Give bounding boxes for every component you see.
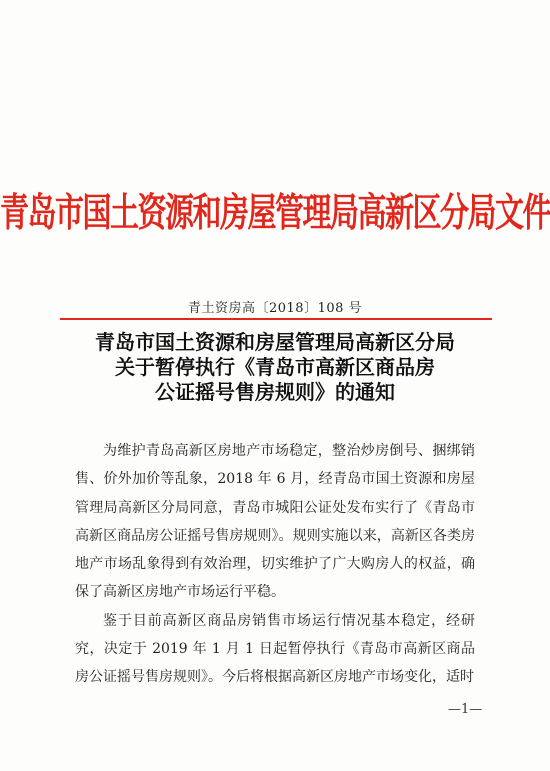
notice-body	[75, 437, 475, 692]
body-paragraph-1: 为维护青岛高新区房地产市场稳定，整治炒房倒号、捆绑销售、价外加价等乱象，2018 年 6 月，经青岛市国土资源和房屋管理局高新区分局同意，青岛市城阳公证处发布实行了《青岛市高新区商品房公证摇号售房规则》。规则实施以来，高新区各类房地产市场乱象得到有效治理，切实维护了广大购房人的权益，确保了高新区房地产市场运行平稳。	[75, 443, 475, 601]
document-header-title: 青岛市国土资源和房屋管理局高新区分局文件	[0, 189, 550, 236]
notice-title	[0, 330, 550, 405]
body-paragraph-2: 鉴于目前高新区商品房销售市场运行情况基本稳定，经研究，决定于 2019 年 1 月 1 日起暂停执行《青岛市高新区商品房公证摇号售房规则》。今后将根据高新区房地产市场变化，适时	[75, 612, 475, 686]
notice-title-line-3: 公证摇号售房规则》的通知	[155, 380, 395, 404]
notice-title-line-1: 青岛市国土资源和房屋管理局高新区分局	[95, 330, 455, 354]
notice-title-line-2: 关于暂停执行《青岛市高新区商品房	[115, 355, 435, 379]
page-number: —1—	[448, 702, 483, 717]
red-separator-line	[60, 318, 492, 320]
document-number: 青土资房高〔2018〕108 号	[187, 301, 363, 316]
